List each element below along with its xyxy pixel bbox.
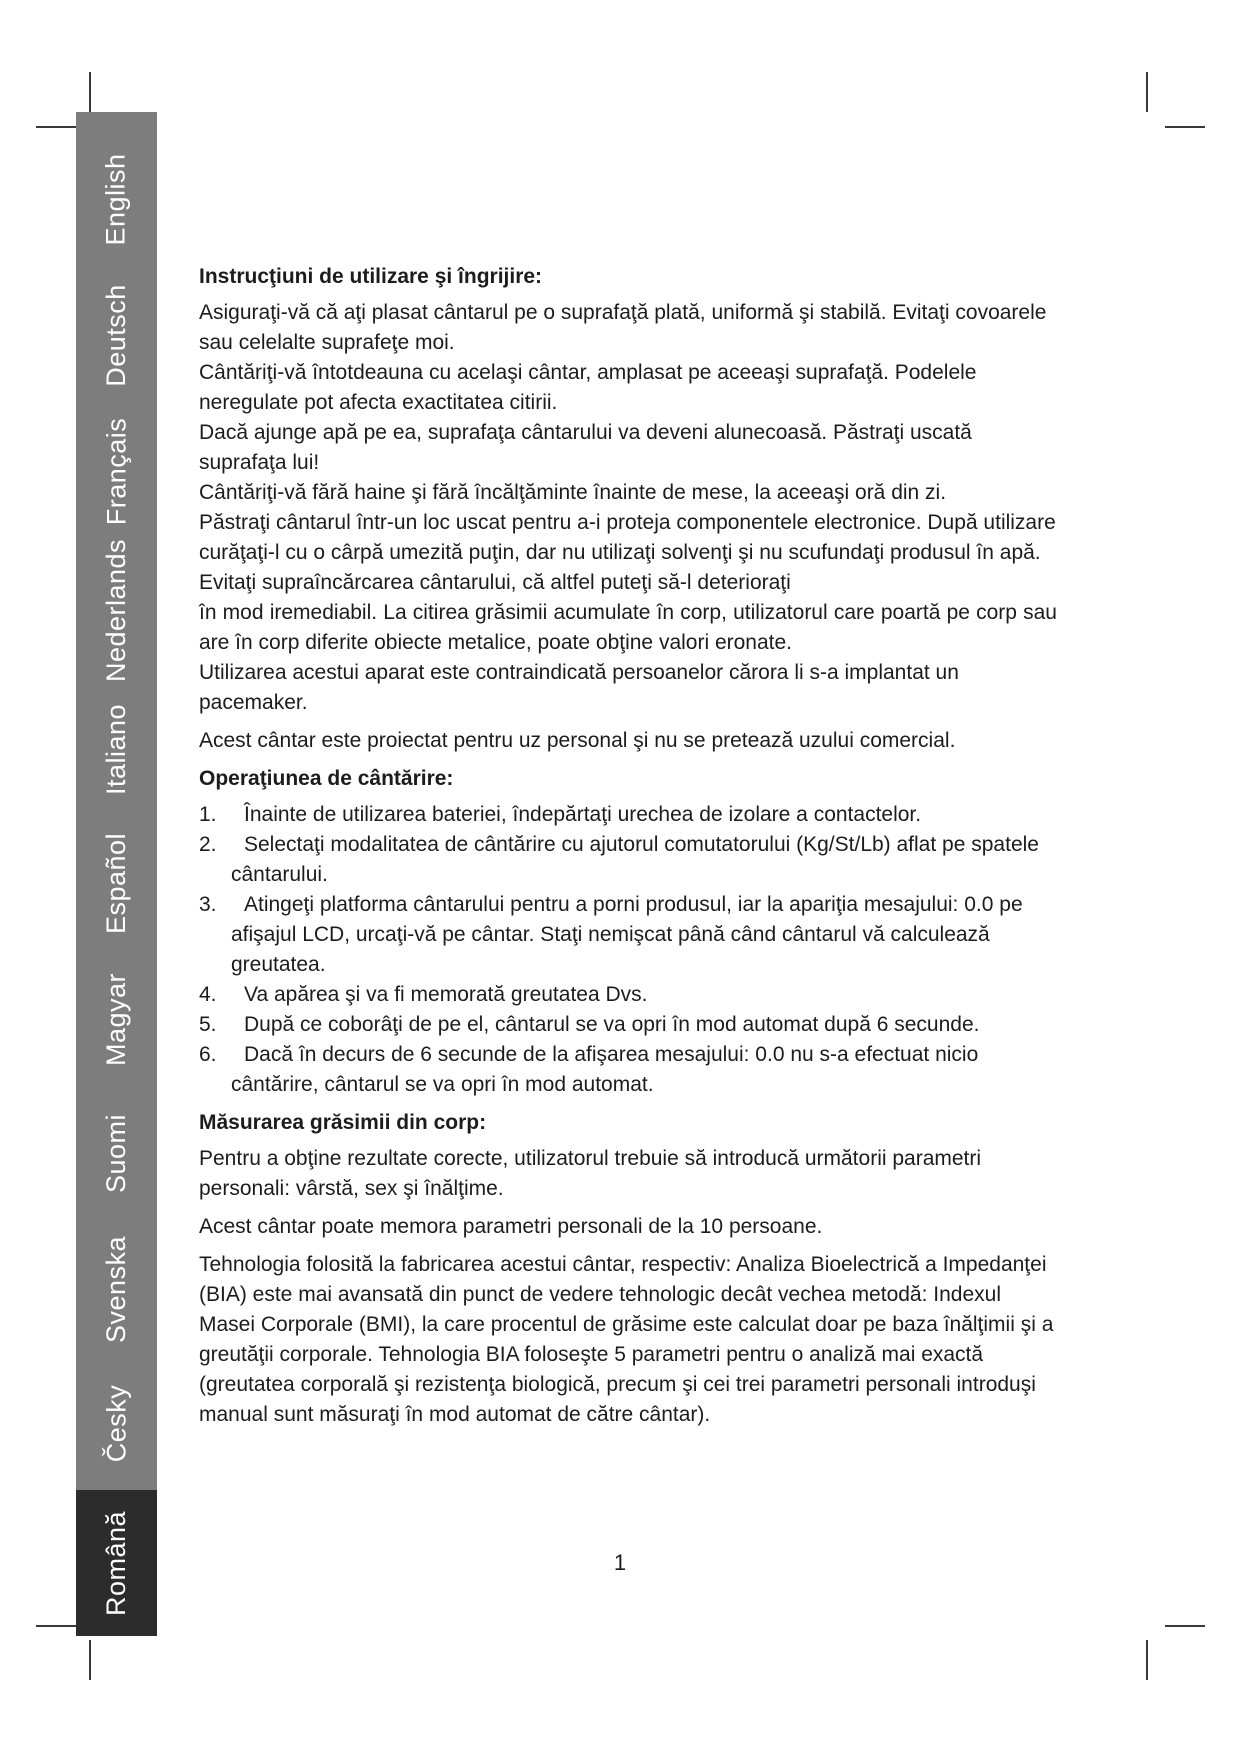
crop-mark-top-left-vertical — [89, 72, 91, 112]
usage-paragraph-2: Cântăriţi-vă întotdeauna cu acelaşi cântar, amplasat pe aceeaşi suprafaţă. Podelele neregulate pot afecta exactitatea citirii. — [199, 361, 977, 414]
crop-mark-bottom-left-vertical — [89, 1640, 91, 1680]
weighing-steps-list — [199, 800, 1057, 1100]
bodyfat-paragraph-3: Tehnologia folosită la fabricarea acestui cântar, respectiv: Analiza Bioelectrică a Impedanţei (BIA) este mai avansată din punct de vedere tehnologic decât vechea metodă: Indexul Masei Corporale (BMI), la care procentul de grăsime este calculat doar pe baza înălţimii şi a greutăţii corporale. Tehnologia BIA foloseşte 5 parametri pentru o analiză mai exactă (greutatea corporală şi rezistenţa biologică, precum şi cei trei parametri personali introduşi manual sunt măsuraţi în mod automat de către cântar). — [199, 1253, 1054, 1426]
crop-mark-top-right-horizontal — [1165, 126, 1205, 128]
lang-tab-romana[interactable]: Română — [76, 1490, 157, 1636]
bodyfat-paragraph-2: Acest cântar poate memora parametri personali de la 10 persoane. — [199, 1215, 823, 1238]
bodyfat-heading: Măsurarea grăsimii din corp: — [199, 1111, 487, 1134]
weighing-step: 3. Atingeţi platforma cântarului pentru a porni produsul, iar la apariţia mesajului: 0.0 pe afişajul LCD, urcaţi-vă pe cântar. Staţi nemişcat până când cântarul vă calculează greutatea. — [199, 893, 1023, 976]
lang-tab-espanol[interactable]: Español — [101, 832, 132, 934]
page-number: 1 — [613, 1550, 627, 1575]
language-tab-bar — [76, 112, 157, 1636]
usage-paragraph-1: Asiguraţi-vă că aţi plasat cântarul pe o suprafaţă plată, uniformă şi stabilă. Evitaţi covoarele sau celelalte suprafeţe moi. — [199, 301, 1047, 354]
lang-tab-francais[interactable]: Français — [101, 417, 131, 525]
bodyfat-paragraph-1: Pentru a obţine rezultate corecte, utilizatorul trebuie să introducă următorii parametri personali: vârstă, sex şi înălţime. — [199, 1147, 982, 1200]
weighing-step: 2. Selectaţi modalitatea de cântărire cu ajutorul comutatorului (Kg/St/Lb) aflat pe spatele cântarului. — [199, 833, 1039, 886]
lang-tab-deutsch[interactable]: Deutsch — [101, 283, 131, 387]
usage-paragraph-3: Dacă ajunge apă pe ea, suprafaţa cântarului va deveni alunecoasă. Păstraţi uscată suprafaţa lui! — [199, 421, 972, 474]
weighing-step: 4. Va apărea şi va fi memorată greutatea Dvs. — [199, 983, 648, 1006]
crop-mark-bottom-right-horizontal — [1165, 1625, 1205, 1627]
main-content — [199, 262, 1057, 1430]
weighing-step: 1. Înainte de utilizarea bateriei, îndepărtaţi urechea de izolare a contactelor. — [199, 803, 922, 826]
lang-tab-magyar[interactable]: Magyar — [101, 972, 131, 1066]
usage-paragraph-5a: Păstraţi cântarul într-un loc uscat pentru a-i proteja componentele electronice. După utilizare curăţaţi-l cu o cârpă umezită puţin, dar nu utilizaţi solvenţi şi nu scufundaţi produsul în apă. Evitaţi supraîncărcarea cântarului, că altfel puteţi să-l deterioraţi — [199, 511, 1056, 594]
lang-tab-cesky[interactable]: Česky — [100, 1384, 131, 1462]
lang-tab-suomi[interactable]: Suomi — [101, 1113, 131, 1193]
crop-mark-bottom-left-horizontal — [36, 1625, 76, 1627]
usage-paragraph-5c: Utilizarea acestui aparat este contraindicată persoanelor cărora li s-a implantat un pacemaker. — [199, 661, 959, 714]
lang-tab-svenska[interactable]: Svenska — [101, 1235, 131, 1343]
usage-paragraph-6: Acest cântar este proiectat pentru uz personal şi nu se pretează uzului comercial. — [199, 729, 956, 752]
lang-tab-italiano[interactable]: Italiano — [101, 703, 132, 795]
weighing-heading: Operaţiunea de cântărire: — [199, 767, 454, 790]
crop-mark-bottom-right-vertical — [1146, 1640, 1148, 1680]
usage-paragraph-4: Cântăriţi-vă fără haine şi fără încălţăminte înainte de mese, la aceeaşi oră din zi. — [199, 481, 947, 504]
weighing-step: 5. După ce coborâţi de pe el, cântarul se va opri în mod automat după 6 secunde. — [199, 1013, 980, 1036]
lang-tab-english[interactable]: English — [101, 152, 131, 246]
crop-mark-top-right-vertical — [1146, 72, 1148, 112]
lang-tab-nederlands[interactable]: Nederlands — [101, 538, 131, 682]
usage-paragraph-5b: în mod iremediabil. La citirea grăsimii acumulate în corp, utilizatorul care poartă pe corp sau are în corp diferite obiecte metalice, poate obţine valori eronate. — [199, 601, 1057, 654]
weighing-step: 6. Dacă în decurs de 6 secunde de la afişarea mesajului: 0.0 nu s-a efectuat nicio cântărire, cântarul se va opri în mod automat. — [199, 1043, 979, 1096]
usage-heading: Instrucţiuni de utilizare şi îngrijire: — [199, 265, 543, 288]
crop-mark-top-left-horizontal — [36, 126, 76, 128]
